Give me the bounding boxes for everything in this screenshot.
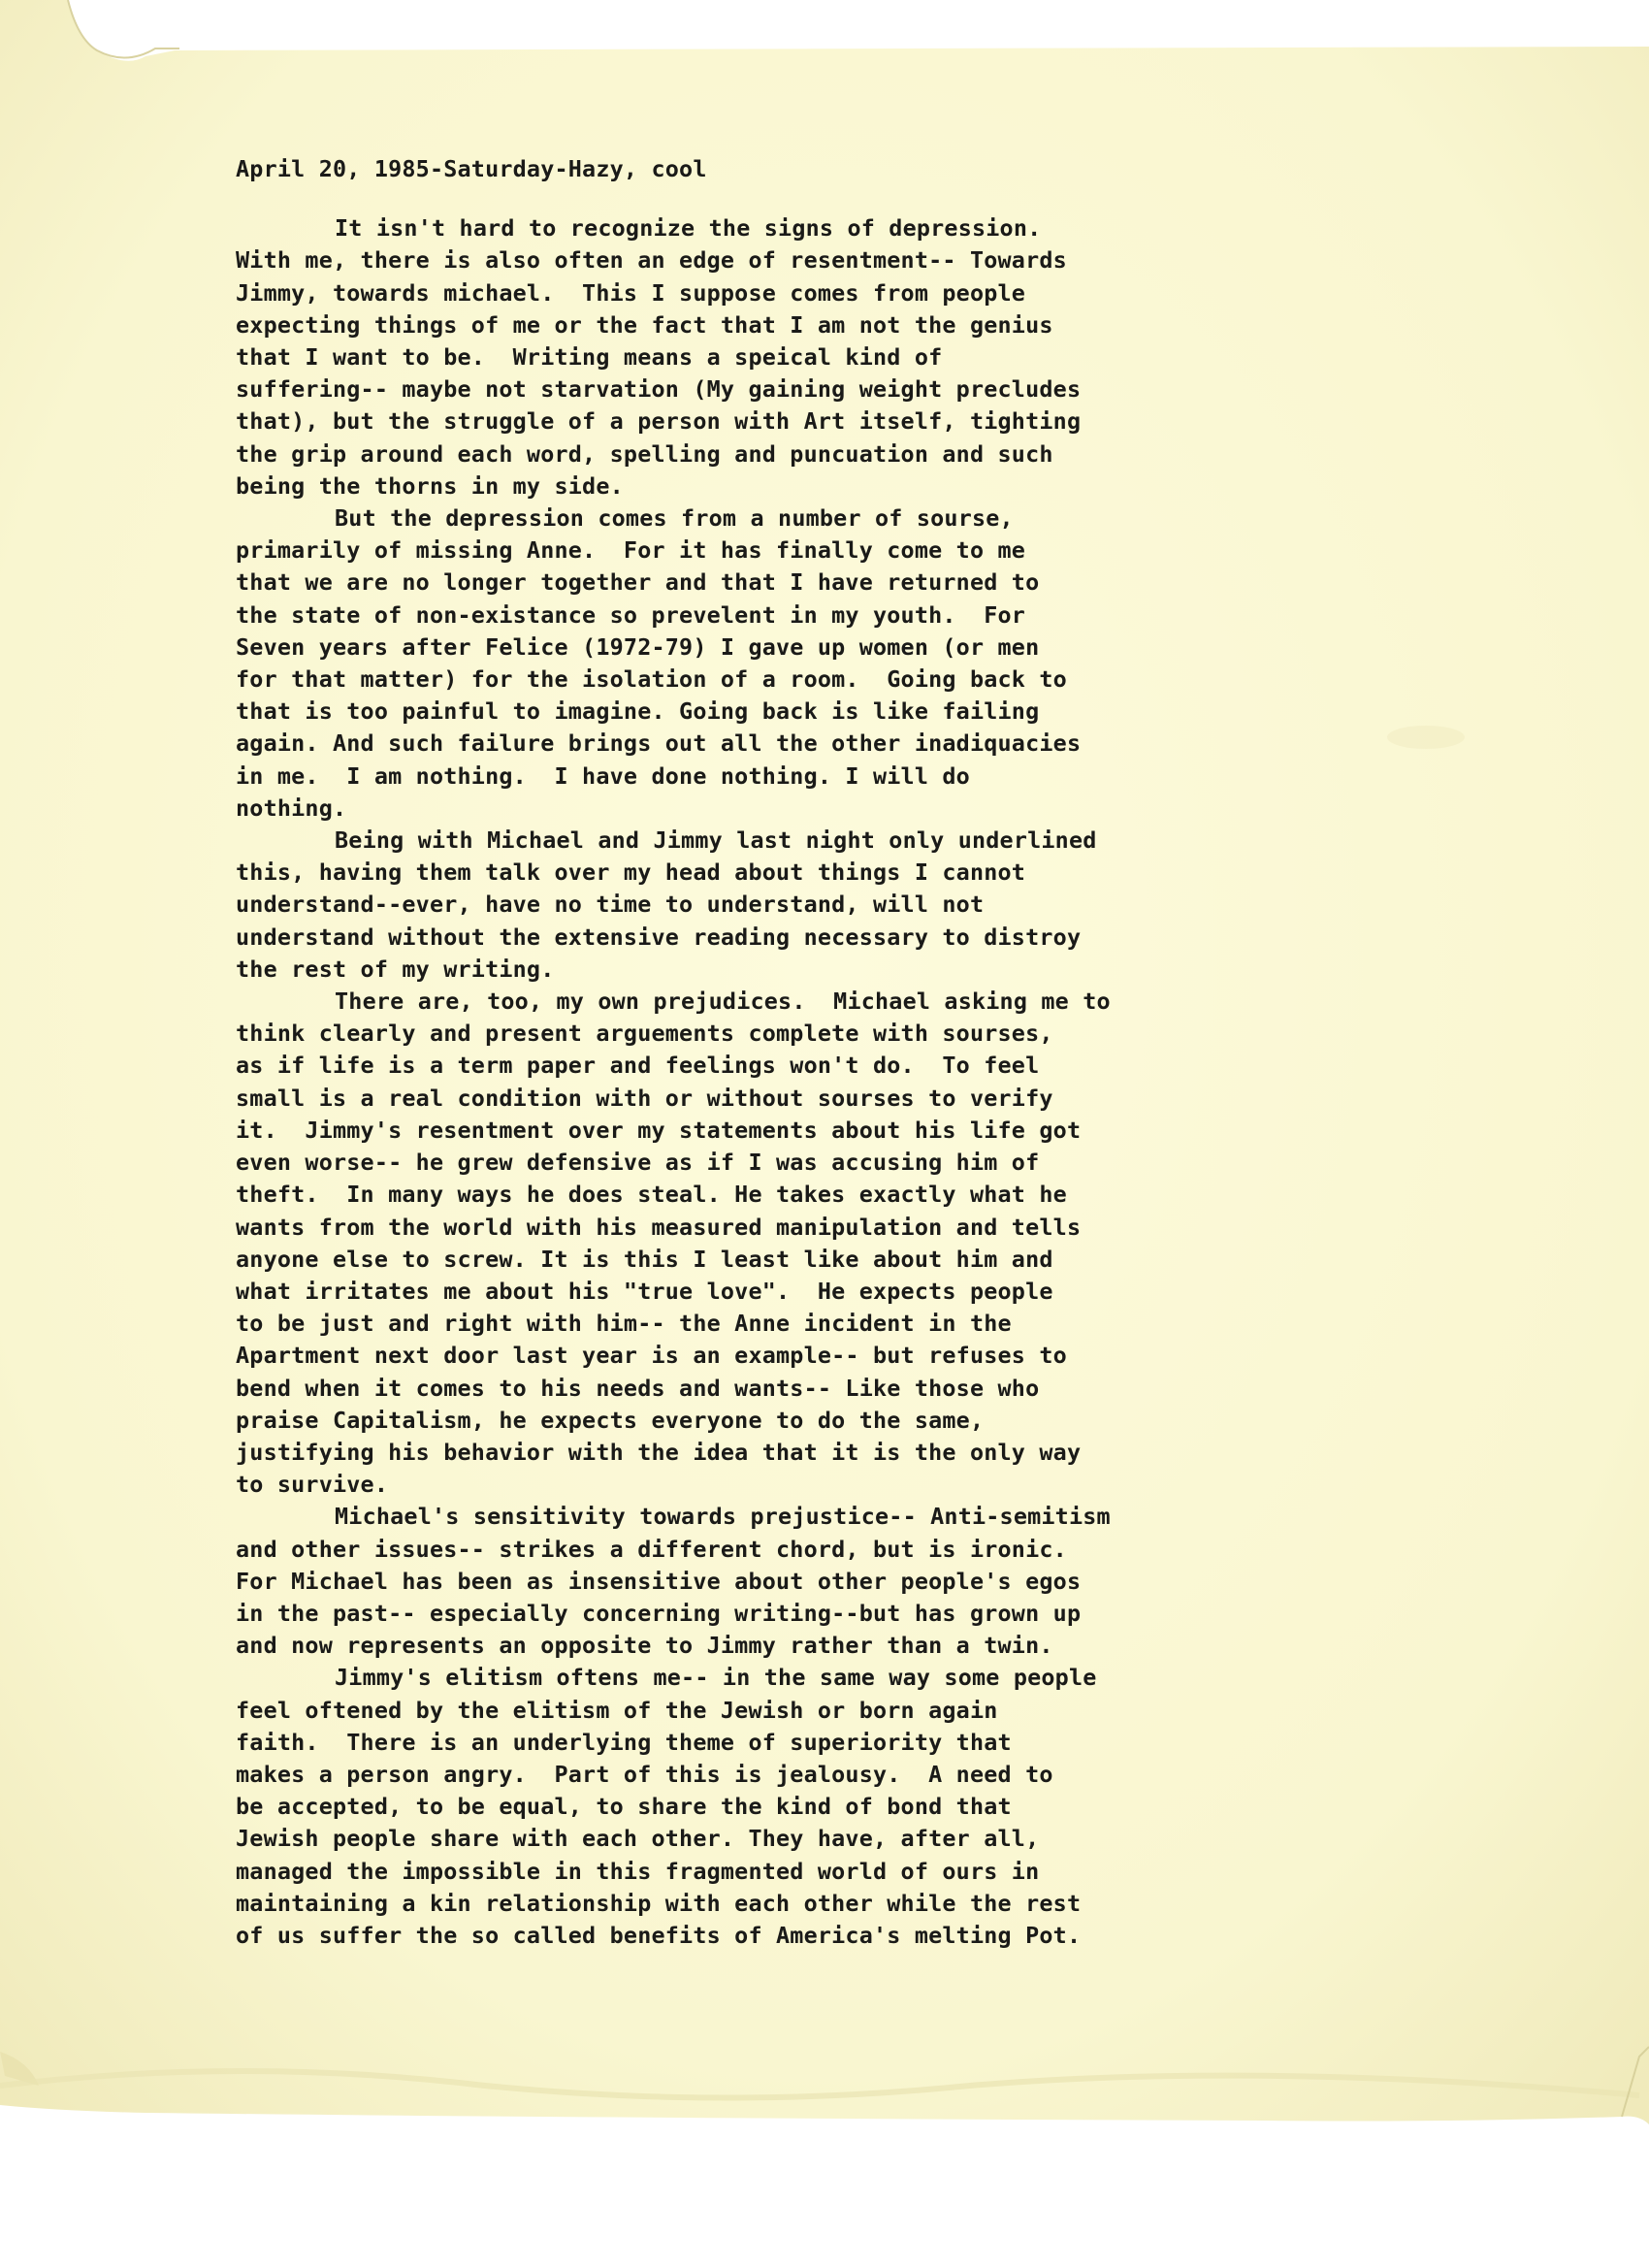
- text-line: theft. In many ways he does steal. He takes exactly what he: [236, 1181, 1067, 1209]
- text-line: to be just and right with him-- the Anne incident in the: [236, 1310, 1012, 1338]
- text-line: that), but the struggle of a person with Art itself, tighting: [236, 407, 1082, 436]
- text-line: bend when it comes to his needs and wants-- Like those who: [236, 1374, 1040, 1402]
- text-line: think clearly and present arguements complete with sourses,: [236, 1020, 1053, 1048]
- entry-date-heading: April 20, 1985-Saturday-Hazy, cool: [236, 155, 707, 182]
- text-line: being the thorns in my side.: [236, 471, 624, 500]
- text-line: be accepted, to be equal, to share the kind of bond that: [236, 1793, 1012, 1821]
- paragraph-3: [236, 825, 1439, 986]
- text-line: praise Capitalism, he expects everyone to do the same,: [236, 1406, 985, 1434]
- paragraph-1: [236, 212, 1439, 502]
- text-line: expecting things of me or the fact that I am not the genius: [236, 310, 1053, 339]
- text-line: it. Jimmy's resentment over my statements about his life got: [236, 1116, 1082, 1144]
- text-line: Jimmy's elitism oftens me-- in the same way some people: [335, 1664, 1097, 1692]
- text-line: makes a person angry. Part of this is jealousy. A need to: [236, 1760, 1053, 1788]
- text-line: as if life is a term paper and feelings won't do. To feel: [236, 1052, 1040, 1080]
- text-line: of us suffer the so called benefits of America's melting Pot.: [236, 1921, 1082, 1949]
- text-line: Michael's sensitivity towards prejustice-- Anti-semitism: [335, 1503, 1111, 1531]
- paragraph-4: [236, 986, 1439, 1501]
- text-line: It isn't hard to recognize the signs of depression.: [335, 214, 1042, 243]
- text-line: maintaining a kin relationship with each other while the rest: [236, 1889, 1082, 1917]
- paragraph-5: [236, 1501, 1439, 1662]
- text-line: nothing.: [236, 794, 347, 822]
- text-line: small is a real condition with or without sourses to verify: [236, 1084, 1053, 1112]
- text-line: There are, too, my own prejudices. Michael asking me to: [335, 988, 1111, 1016]
- text-line: that I want to be. Writing means a speical kind of: [236, 343, 943, 372]
- paragraph-6: [236, 1662, 1439, 1952]
- text-line: primarily of missing Anne. For it has finally come to me: [236, 536, 1026, 565]
- text-line: understand--ever, have no time to understand, will not: [236, 891, 985, 919]
- text-line: faith. There is an underlying theme of superiority that: [236, 1728, 1012, 1756]
- text-line: the rest of my writing.: [236, 955, 555, 983]
- text-line: For Michael has been as insensitive about other people's egos: [236, 1567, 1082, 1595]
- text-line: in the past-- especially concerning writing--but has grown up: [236, 1599, 1082, 1627]
- text-line: understand without the extensive reading necessary to distroy: [236, 923, 1082, 951]
- text-line: again. And such failure brings out all the other inadiquacies: [236, 729, 1082, 758]
- text-line: for that matter) for the isolation of a room. Going back to: [236, 665, 1067, 694]
- entry-body: [236, 212, 1439, 1952]
- text-line: wants from the world with his measured manipulation and tells: [236, 1213, 1082, 1241]
- text-line: feel oftened by the elitism of the Jewish or born again: [236, 1696, 998, 1724]
- text-line: the grip around each word, spelling and puncuation and such: [236, 439, 1053, 468]
- text-line: Apartment next door last year is an example-- but refuses to: [236, 1342, 1067, 1370]
- text-line: Jewish people share with each other. They have, after all,: [236, 1825, 1040, 1853]
- text-line: even worse-- he grew defensive as if I was accusing him of: [236, 1149, 1040, 1177]
- text-line: that we are no longer together and that I have returned to: [236, 568, 1040, 597]
- text-line: and other issues-- strikes a different chord, but is ironic.: [236, 1535, 1067, 1563]
- text-line: what irritates me about his "true love". He expects people: [236, 1277, 1053, 1305]
- text-line: this, having them talk over my head about things I cannot: [236, 859, 1026, 887]
- text-line: Seven years after Felice (1972-79) I gave up women (or men: [236, 632, 1040, 661]
- text-line: Jimmy, towards michael. This I suppose comes from people: [236, 278, 1026, 307]
- text-line: managed the impossible in this fragmented world of ours in: [236, 1857, 1040, 1885]
- text-line: in me. I am nothing. I have done nothing. I will do: [236, 761, 970, 790]
- text-line: But the depression comes from a number of sourse,: [335, 504, 1014, 533]
- text-line: to survive.: [236, 1471, 389, 1499]
- text-line: suffering-- maybe not starvation (My gaining weight precludes: [236, 375, 1082, 404]
- text-line: With me, there is also often an edge of resentment-- Towards: [236, 246, 1067, 275]
- paragraph-2: [236, 502, 1439, 825]
- text-line: anyone else to screw. It is this I least like about him and: [236, 1245, 1053, 1273]
- text-line: Being with Michael and Jimmy last night only underlined: [335, 826, 1097, 855]
- typed-journal-entry: [236, 153, 1439, 1952]
- text-line: the state of non-existance so prevelent in my youth. For: [236, 600, 1026, 629]
- text-line: that is too painful to imagine. Going back is like failing: [236, 697, 1040, 726]
- text-line: and now represents an opposite to Jimmy rather than a twin.: [236, 1632, 1053, 1660]
- text-line: justifying his behavior with the idea that it is the only way: [236, 1438, 1082, 1466]
